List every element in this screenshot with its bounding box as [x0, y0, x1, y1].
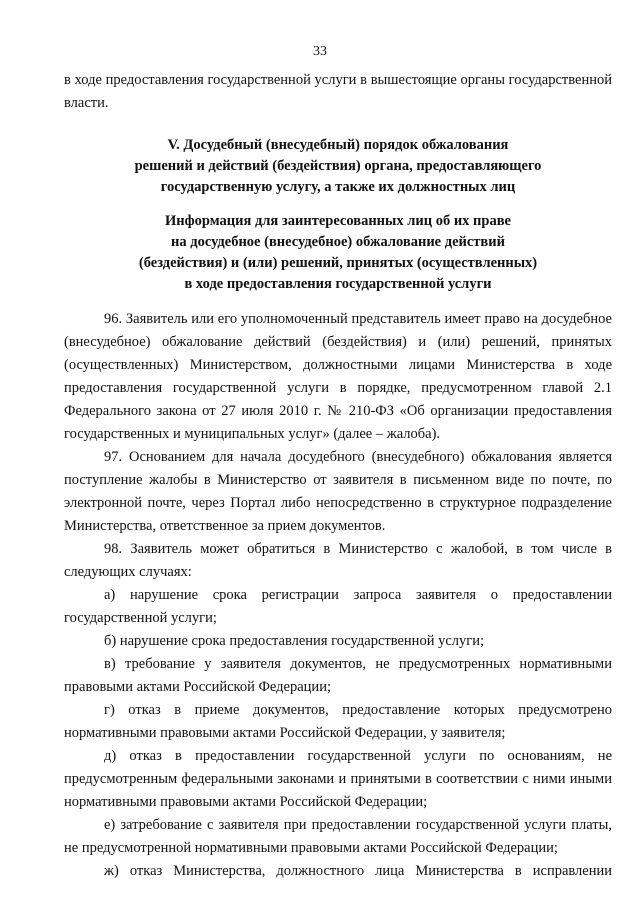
list-item-e: е) затребование с заявителя при предоставлении государственной услуги платы, не предусмотренной нормативными правовыми актами Российской Федерации; [64, 817, 612, 856]
subsection-heading [64, 211, 612, 295]
list-item-a: а) нарушение срока регистрации запроса заявителя о предоставлении государственной услуги; [64, 587, 612, 626]
section-heading [64, 135, 612, 198]
subsection-heading-line: в ходе предоставления государственной услуги [184, 276, 492, 292]
subsection-heading-line: (бездействия) и (или) решений, принятых (осуществленных) [138, 255, 538, 271]
subsection-heading-line: на досудебное (внесудебное) обжалование действий [171, 234, 505, 250]
list-item-g: г) отказ в приеме документов, предоставление которых предусмотрено нормативными правовыми актами Российской Федерации, у заявителя; [64, 702, 612, 741]
list-item-d: д) отказ в предоставлении государственной услуги по основаниям, не предусмотренным федеральными законами и принятыми в соответствии с ними иными нормативными правовыми актами Российской Федерации; [64, 748, 612, 810]
page-number: 33 [313, 44, 327, 59]
section-heading-line: государственную услугу, а также их должностных лиц [160, 179, 516, 195]
list-item-zh: ж) отказ Министерства, должностного лица Министерства в исправлении [104, 863, 612, 879]
document-body [64, 69, 612, 883]
list-item-v: в) требование у заявителя документов, не предусмотренных нормативными правовыми актами Российской Федерации; [64, 656, 612, 695]
paragraph-98: 98. Заявитель может обратиться в Министерство с жалобой, в том числе в следующих случаях: [64, 541, 612, 580]
list-item-b: б) нарушение срока предоставления государственной услуги; [104, 633, 484, 649]
intro-paragraph: в ходе предоставления государственной услуги в вышестоящие органы государственной власти. [64, 72, 612, 111]
paragraph-97: 97. Основанием для начала досудебного (внесудебного) обжалования является поступление жалобы в Министерство от заявителя в письменном виде по почте, по электронной почте, через Портал либо непосредственно в структурное подразделение Министерства, ответственное за прием документов. [64, 449, 612, 534]
section-heading-line: решений и действий (бездействия) органа, предоставляющего [134, 158, 542, 174]
paragraph-96: 96. Заявитель или его уполномоченный представитель имеет право на досудебное (внесудебное) обжалование действий (бездействия) и (или) решений, принятых (осуществленных) Министерством, должностными лицами Министерства в ходе предоставления государственной услуги в порядке, предусмотренном главой 2.1 Федерального закона от 27 июля 2010 г. № 210-ФЗ «Об организации предоставления государственных и муниципальных услуг» (далее – жалоба). [64, 311, 612, 442]
section-heading-line: V. Досудебный (внесудебный) порядок обжалования [167, 137, 509, 153]
subsection-heading-line: Информация для заинтересованных лиц об их праве [165, 213, 511, 229]
